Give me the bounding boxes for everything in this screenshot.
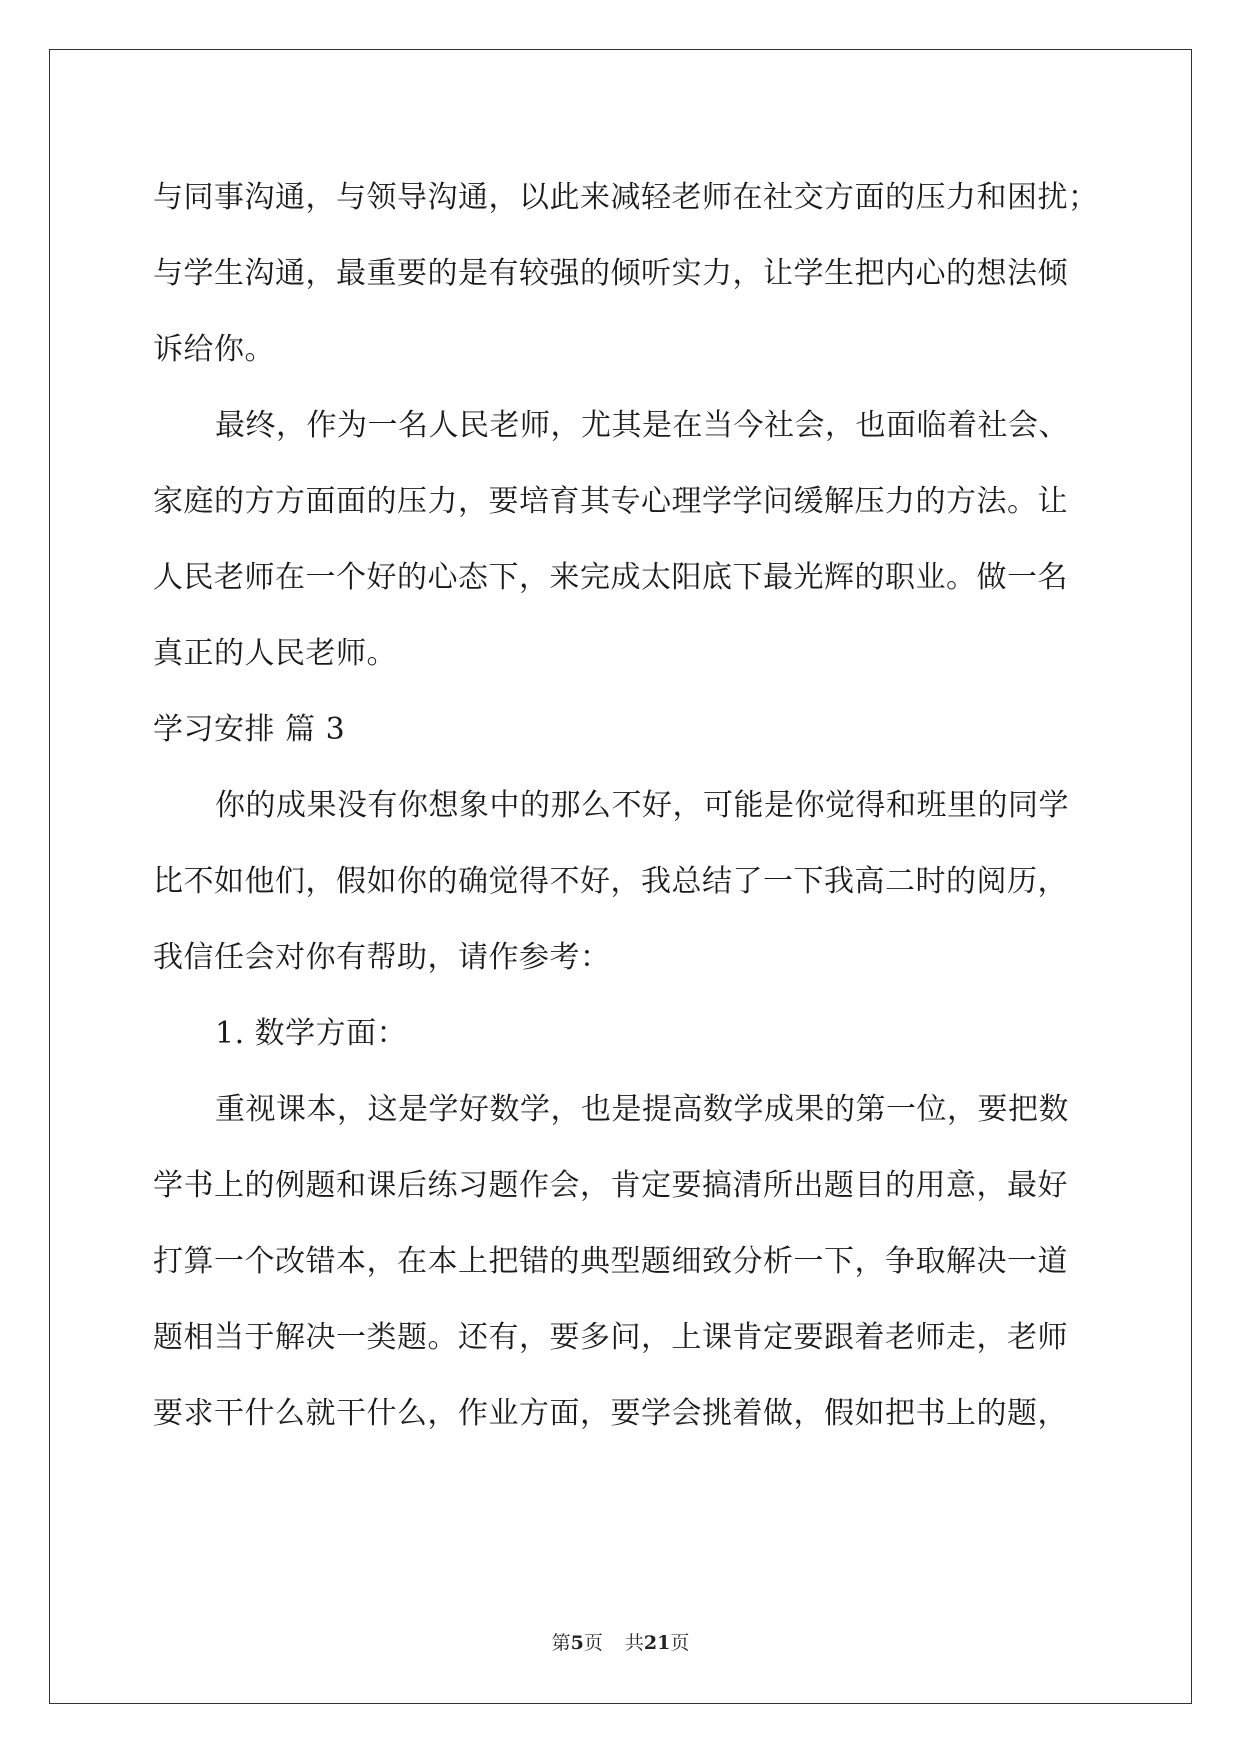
- page-number: 5: [570, 1632, 584, 1654]
- text-line: 人民老师在一个好的心态下，来完成太阳底下最光辉的职业。做一名: [153, 560, 1068, 595]
- paragraph-start: 你的成果没有你想象中的那么不好，可能是你觉得和班里的同学: [215, 788, 1069, 823]
- footer-total-unit: 页: [670, 1632, 690, 1654]
- text-line: 真正的人民老师。: [153, 636, 397, 671]
- text-line: 打算一个改错本，在本上把错的典型题细致分析一下，争取解决一道: [153, 1244, 1068, 1279]
- text-line: 与同事沟通，与领导沟通，以此来减轻老师在社交方面的压力和困扰；: [153, 180, 1099, 215]
- text-line: 诉给你。: [153, 332, 275, 367]
- paragraph-start: 最终，作为一名人民老师，尤其是在当今社会，也面临着社会、: [215, 408, 1069, 443]
- text-line: 要求干什么就干什么，作业方面，要学会挑着做，假如把书上的题，: [153, 1396, 1068, 1431]
- footer-total-prefix: 共: [624, 1632, 644, 1654]
- footer-page-unit: 页: [583, 1632, 603, 1654]
- text-line: 学书上的例题和课后练习题作会，肯定要搞清所出题目的用意，最好: [153, 1168, 1068, 1203]
- text-line: 家庭的方方面面的压力，要培育其专心理学学问缓解压力的方法。让: [153, 484, 1068, 519]
- footer-prefix: 第: [551, 1632, 571, 1654]
- paragraph-start: 重视课本，这是学好数学，也是提高数学成果的第一位，要把数: [215, 1092, 1069, 1127]
- text-line: 比不如他们，假如你的确觉得不好，我总结了一下我高二时的阅历，: [153, 864, 1068, 899]
- section-heading: 学习安排 篇 3: [153, 712, 346, 747]
- text-line: 与学生沟通，最重要的是有较强的倾听实力，让学生把内心的想法倾: [153, 256, 1068, 291]
- document-body: [153, 160, 1099, 1452]
- text-line: 题相当于解决一类题。还有，要多问，上课肯定要跟着老师走，老师: [153, 1320, 1068, 1355]
- text-line: 我信任会对你有帮助，请作参考：: [153, 940, 611, 975]
- page-footer: [0, 1628, 1241, 1655]
- total-pages: 21: [643, 1632, 671, 1654]
- list-item-heading: 1. 数学方面：: [215, 1016, 408, 1051]
